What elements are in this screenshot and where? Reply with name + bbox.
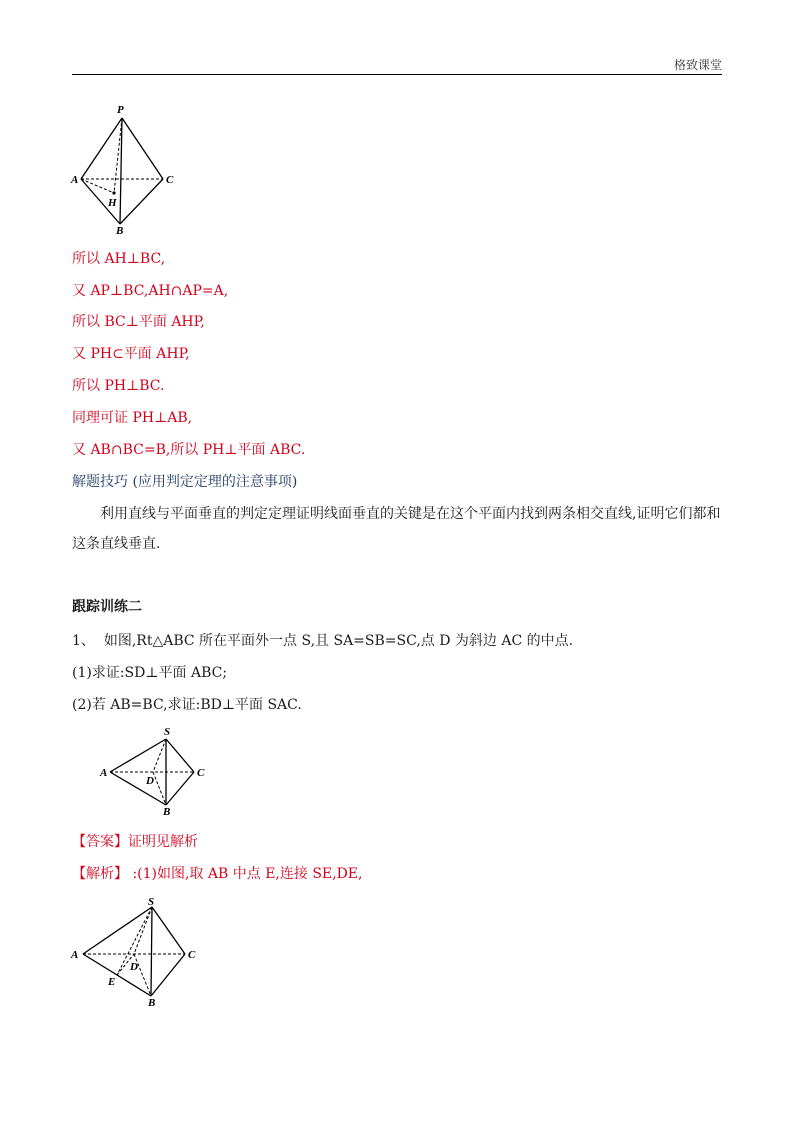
label-a: A: [71, 949, 79, 961]
label-b: B: [116, 225, 124, 235]
proof-line: 又 AB∩BC=B,所以 PH⊥平面 ABC.: [72, 442, 306, 458]
label-b: B: [163, 806, 171, 817]
problem-part-2: (2)若 AB=BC,求证:BD⊥平面 SAC.: [72, 697, 302, 713]
proof-line: 所以 PH⊥BC.: [72, 378, 165, 394]
problem-text: 如图,Rt△ABC 所在平面外一点 S,且 SA=SB=SC,点 D 为斜边 AC 的中点.: [103, 633, 574, 649]
label-e: E: [108, 976, 116, 988]
figure-sabc-d: [95, 722, 220, 817]
problem-statement: [72, 632, 573, 650]
answer-tag: 【答案】: [72, 834, 128, 850]
label-d: D: [130, 961, 138, 973]
header-title: 格致课堂: [673, 58, 722, 72]
label-s: S: [148, 896, 155, 908]
label-c: C: [188, 949, 196, 961]
answer-line: [72, 833, 198, 851]
tip-body: 利用直线与平面垂直的判定定理证明线面垂直的关键是在这个平面内找到两条相交直线,证明它们都和这条直线垂直.: [72, 506, 721, 552]
section-title: 跟踪训练二: [72, 599, 142, 615]
proof-line: 又 AP⊥BC,AH∩AP=A,: [72, 283, 229, 299]
answer-text: 证明见解析: [128, 834, 198, 850]
analysis-line: [72, 865, 362, 883]
label-c: C: [197, 767, 205, 779]
label-c: C: [166, 174, 174, 186]
label-a: A: [100, 767, 108, 779]
proof-line: 所以 BC⊥平面 AHP,: [72, 314, 205, 330]
page-header: [72, 56, 722, 75]
tip-title: 解题技巧 (应用判定定理的注意事项): [72, 474, 298, 490]
label-a: A: [71, 174, 79, 186]
proof-line: 同理可证 PH⊥AB,: [72, 410, 193, 426]
analysis-tag: 【解析】: [72, 866, 128, 882]
proof-line: 所以 AH⊥BC,: [72, 251, 166, 267]
problem-part-1: (1)求证:SD⊥平面 ABC;: [72, 665, 228, 681]
label-d: D: [146, 775, 154, 787]
analysis-text: :(1)如图,取 AB 中点 E,连接 SE,DE,: [128, 866, 363, 882]
label-p: P: [117, 104, 124, 116]
proof-line: 又 PH⊂平面 AHP,: [72, 346, 190, 362]
figure-tetrahedron-pabc: [66, 100, 186, 235]
label-s: S: [164, 726, 171, 738]
label-h: H: [108, 197, 117, 209]
problem-number: 1、: [72, 633, 95, 649]
label-b: B: [148, 997, 156, 1009]
figure-sabc-de: [66, 893, 211, 1013]
